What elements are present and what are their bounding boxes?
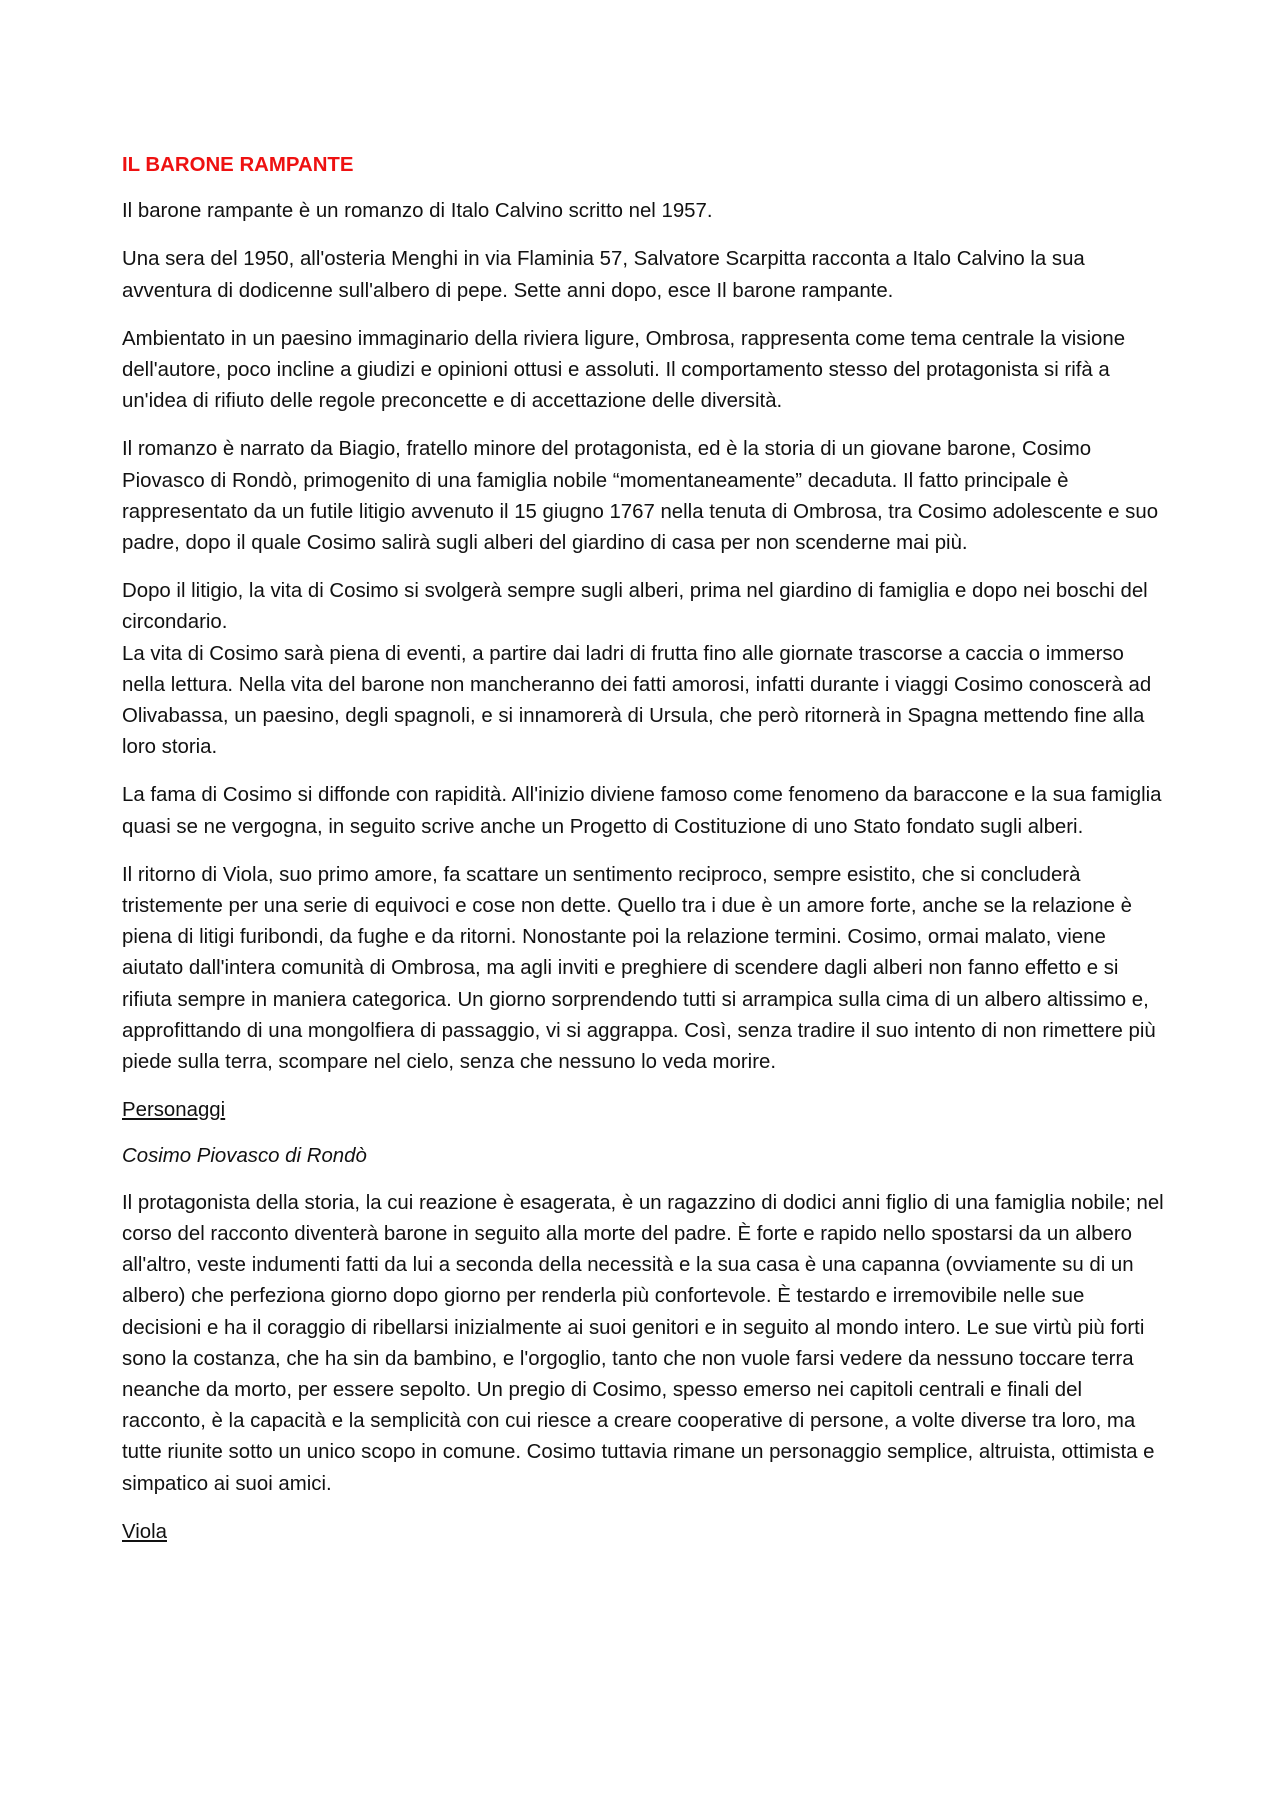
viola-return-paragraph: Il ritorno di Viola, suo primo amore, fa scattare un sentimento reciproco, sempre esistito, che si concluderà tristemente per una serie di equivoci e cose non dette. Quello tra i due è un amore forte, anche se la relazione è piena di litigi furibondi, da fughe e da ritorni. Nonostante poi la relazione termini. Cosimo, ormai malato, viene aiutato dall'intera comunità di Ombrosa, ma agli inviti e preghiere di scendere dagli alberi non fanno effetto e si rifiuta sempre in maniera categorica. Un giorno sorprendendo tutti si arrampica sulla cima di un albero altissimo e, approfittando di una mongolfiera di passaggio, vi si aggrappa. Così, senza tradire il suo intento di non rimettere più piede sulla terra, scompare nel cielo, senza che nessuno lo veda morire. bbox=[122, 863, 1156, 1074]
cosimo-heading: Cosimo Piovasco di Rondò bbox=[122, 1145, 367, 1168]
document-page bbox=[122, 150, 1168, 1563]
after-quarrel-paragraph bbox=[122, 576, 1168, 763]
characters-heading: Personaggi bbox=[122, 1099, 226, 1122]
viola-heading: Viola bbox=[122, 1520, 167, 1543]
origin-paragraph: Una sera del 1950, all'osteria Menghi in via Flaminia 57, Salvatore Scarpitta racconta a Italo Calvino la sua avventura di dodicenne sull'albero di pepe. Sette anni dopo, esce Il barone rampante. bbox=[122, 248, 1085, 302]
plot-paragraph: Il romanzo è narrato da Biagio, fratello minore del protagonista, ed è la storia di un giovane barone, Cosimo Piovasco di Rondò, primogenito di una famiglia nobile “momentaneamente” decaduta. Il fatto principale è rappresentato da un futile litigio avvenuto il 15 giugno 1767 nella tenuta di Ombrosa, tra Cosimo adolescente e suo padre, dopo il quale Cosimo salirà sugli alberi del giardino di casa per non scenderne mai più. bbox=[122, 438, 1159, 555]
intro-paragraph: Il barone rampante è un romanzo di Italo Calvino scritto nel 1957. bbox=[122, 200, 713, 223]
cosimo-paragraph: Il protagonista della storia, la cui reazione è esagerata, è un ragazzino di dodici anni figlio di una famiglia nobile; nel corso del racconto diventerà barone in seguito alla morte del padre. È forte e rapido nello spostarsi da un albero all'altro, veste indumenti fatti da lui a seconda della necessità e la sua casa è una capanna (ovviamente su di un albero) che perfeziona giorno dopo giorno per renderla più confortevole. È testardo e irremovibile nelle sue decisioni e ha il coraggio di ribellarsi inizialmente ai suoi genitori e in seguito al mondo intero. Le sue virtù più forti sono la costanza, che ha sin da bambino, e l'orgoglio, tanto che non vuole farsi vedere da nessuno toccare terra neanche da morto, per essere sepolto. Un pregio di Cosimo, spesso emerso nei capitoli centrali e finali del racconto, è la capacità e la semplicità con cui riesce a creare cooperative di persone, a volte diverse tra loro, ma tutte riunite sotto un unico scopo in comune. Cosimo tuttavia rimane un personaggio semplice, altruista, ottimista e simpatico ai suoi amici. bbox=[122, 1191, 1164, 1495]
after-quarrel-line-a: Dopo il litigio, la vita di Cosimo si svolgerà sempre sugli alberi, prima nel giardino di famiglia e dopo nei boschi del circondario. bbox=[122, 580, 1148, 634]
document-title: IL BARONE RAMPANTE bbox=[122, 154, 354, 176]
fame-paragraph: La fama di Cosimo si diffonde con rapidità. All'inizio diviene famoso come fenomeno da baraccone e la sua famiglia quasi se ne vergogna, in seguito scrive anche un Progetto di Costituzione di uno Stato fondato sugli alberi. bbox=[122, 784, 1162, 838]
setting-paragraph: Ambientato in un paesino immaginario della riviera ligure, Ombrosa, rappresenta come tema centrale la visione dell'autore, poco incline a giudizi e opinioni ottusi e assoluti. Il comportamento stesso del protagonista si rifà a un'idea di rifiuto delle regole preconcette e di accettazione delle diversità. bbox=[122, 327, 1126, 413]
after-quarrel-line-b: La vita di Cosimo sarà piena di eventi, a partire dai ladri di frutta fino alle giornate trascorse a caccia o immerso nella lettura. Nella vita del barone non mancheranno dei fatti amorosi, infatti durante i viaggi Cosimo conoscerà ad Olivabassa, un paesino, degli spagnoli, e si innamorerà di Ursula, che però ritornerà in Spagna mettendo fine alla loro storia. bbox=[122, 642, 1152, 759]
